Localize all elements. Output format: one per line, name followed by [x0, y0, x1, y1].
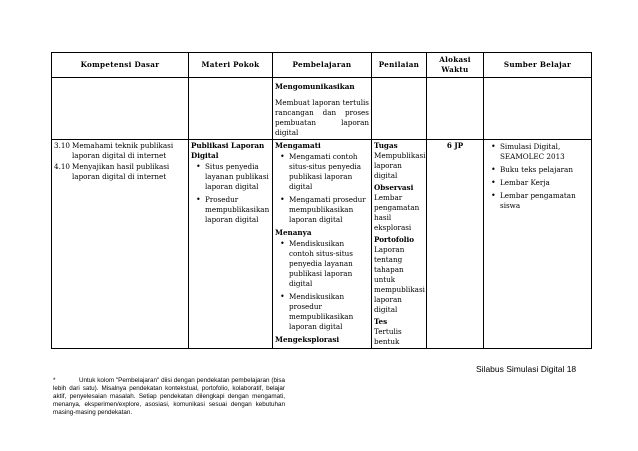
- assessment-text: Tertulis bentuk: [374, 327, 402, 346]
- header-sumber: Sumber Belajar: [484, 53, 592, 78]
- footnote: [53, 377, 285, 417]
- list-item: • Mengamati contoh situs-situs penyedia publikasi laporan digital: [289, 152, 369, 192]
- assessment-title: Tes: [374, 317, 388, 326]
- penilaian-cell: [372, 140, 427, 349]
- activity-list: [275, 239, 369, 332]
- kompetensi-text: Memahami teknik publikasi laporan digital di internet: [72, 141, 174, 160]
- assessment-title: Observasi: [374, 183, 414, 192]
- assessment-text: Laporan tentang tahapan untuk mempublikasi laporan digital: [374, 245, 425, 314]
- activity-list: [275, 152, 369, 225]
- kompetensi-item: [54, 162, 186, 182]
- section-title: Mengeksplorasi: [275, 335, 340, 344]
- list-item: • Situs penyedia layanan publikasi laporan digital: [205, 162, 270, 192]
- source-list: [486, 142, 589, 211]
- kompetensi-number: 3.10: [54, 141, 71, 150]
- pembelajaran-cell: [273, 140, 372, 349]
- assessment-title: Portofolio: [374, 235, 415, 244]
- footnote-marker: *: [53, 377, 56, 384]
- header-pembelajaran: Pembelajaran: [273, 53, 372, 78]
- list-item: • Mengamati prosedur mempublikasikan laporan digital: [289, 195, 369, 225]
- footnote-text: Untuk kolom "Pembelajaran" diisi dengan pendekatan pembelajaran (bisa lebih dari satu). Misalnya pendekatan kontekstual, portofolio, kolaboratif, belajar aktif, penyelesaian masalah. Setiap pendekatan dilengkapi dengan mengamati, menanya, eksperimen/explore, asosiasi, komunikasi sesuai dengan kebutuhan masing-masing pendekatan.: [53, 377, 285, 417]
- materi-cell: [189, 140, 273, 349]
- header-row: [52, 53, 592, 78]
- penilaian-cell-empty: [372, 78, 427, 140]
- list-item: • Lembar Kerja: [500, 178, 589, 188]
- materi-list: [191, 162, 270, 225]
- kompetensi-number: 4.10: [54, 162, 71, 171]
- list-item: • Mendiskusikan prosedur mempublikasikan laporan digital: [289, 292, 369, 332]
- section-text: Membuat laporan tertulis rancangan dan proses pembuatan laporan digital: [275, 98, 369, 137]
- list-item: • Prosedur mempublikasikan laporan digital: [205, 195, 270, 225]
- assessment-text: Mempublikasi laporan digital: [374, 151, 426, 180]
- alokasi-value: 6 JP: [446, 141, 464, 150]
- section-title: Mengamati: [275, 141, 321, 150]
- list-item: • Simulasi Digital, SEAMOLEC 2013: [500, 142, 589, 162]
- table-row: [52, 140, 592, 349]
- header-materi: Materi Pokok: [189, 53, 273, 78]
- table-row: [52, 78, 592, 140]
- header-kompetensi: Kompetensi Dasar: [52, 53, 189, 78]
- kompetensi-cell: [52, 140, 189, 349]
- sumber-cell: [484, 140, 592, 349]
- kompetensi-cell-empty: [52, 78, 189, 140]
- pembelajaran-cell: [273, 78, 372, 140]
- alokasi-cell: [427, 140, 484, 349]
- materi-title: Publikasi Laporan Digital: [191, 141, 265, 160]
- kompetensi-text: Menyajikan hasil publikasi laporan digital di internet: [72, 162, 170, 181]
- list-item: • Mendiskusikan contoh situs-situs penyedia layanan publikasi laporan digital: [289, 239, 369, 289]
- list-item: • Buku teks pelajaran: [500, 165, 589, 175]
- syllabus-table: [51, 52, 592, 349]
- list-item: • Lembar pengamatan siswa: [500, 191, 589, 211]
- sumber-cell-empty: [484, 78, 592, 140]
- section-title: Menanya: [275, 228, 312, 237]
- kompetensi-item: [54, 141, 186, 161]
- section-title: Mengomunikasikan: [275, 82, 355, 91]
- assessment-title: Tugas: [374, 141, 398, 150]
- assessment-text: Lembar pengamatan hasil eksplorasi: [374, 193, 420, 232]
- page-footer: Silabus Simulasi Digital 18: [476, 364, 577, 374]
- materi-cell-empty: [189, 78, 273, 140]
- alokasi-cell-empty: [427, 78, 484, 140]
- header-penilaian: Penilaian: [372, 53, 427, 78]
- header-alokasi: Alokasi Waktu: [427, 53, 484, 78]
